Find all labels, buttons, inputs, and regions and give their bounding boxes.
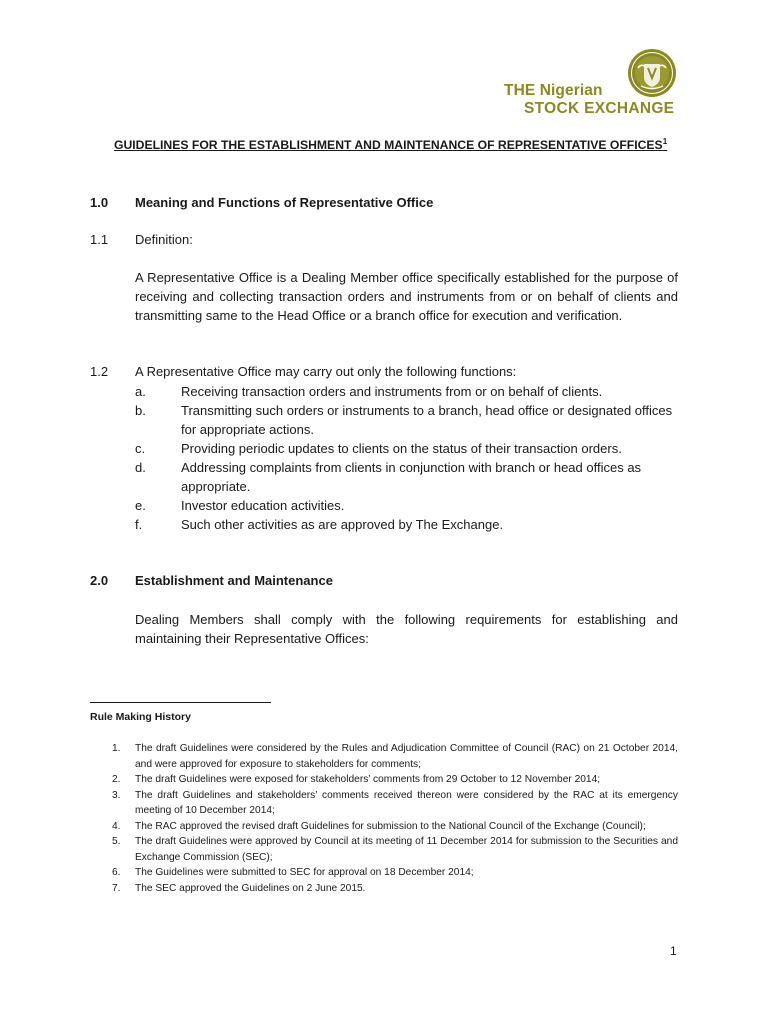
definition-paragraph: A Representative Office is a Dealing Member office specifically established for the purpose of receiving and collecting transaction orders and instruments from or on behalf of clients and transmitting same to the Head Office or a branch office for execution and verification. — [135, 270, 678, 323]
footnote-item — [112, 865, 678, 881]
list-item — [135, 515, 680, 534]
section-2-number: 2.0 — [90, 573, 109, 588]
footnote-item — [112, 772, 678, 788]
list-item-letter: f. — [135, 517, 143, 532]
list-item — [135, 382, 680, 401]
footnote-item-number: 7. — [112, 882, 121, 894]
footnote-divider — [90, 702, 271, 703]
section-1-number: 1.0 — [90, 195, 109, 210]
footnote-item — [112, 741, 678, 772]
list-item-letter: b. — [135, 403, 146, 418]
footnote-item-text: The draft Guidelines were considered by the Rules and Adjudication Committee of Council (RAC) on 21 October 2014, and were approved for exposure to stakeholders for comments; — [135, 743, 678, 770]
footnote-item — [112, 819, 678, 835]
footnote-item-text: The draft Guidelines were approved by Council at its meeting of 11 December 2014 for submission to the Securities and Exchange Commission (SEC); — [135, 836, 678, 863]
footnote-item-text: The Guidelines were submitted to SEC for approval on 18 December 2014; — [135, 867, 474, 878]
list-item-text: Providing periodic updates to clients on the status of their transaction orders. — [181, 441, 622, 456]
list-item-letter: e. — [135, 498, 146, 513]
footnote-item-number: 5. — [112, 836, 121, 847]
footnote-item-number: 4. — [112, 820, 121, 832]
list-item-text: Such other activities as are approved by The Exchange. — [181, 517, 504, 532]
footnote-item-text: The draft Guidelines and stakeholders’ comments received thereon were considered by the RAC at its emergency meeting of 10 December 2014; — [135, 789, 678, 816]
list-item-text: Receiving transaction orders and instruments from or on behalf of clients. — [181, 384, 603, 399]
subsection-1-1-label: Definition: — [135, 232, 193, 247]
section-2-heading: Establishment and Maintenance — [135, 573, 333, 588]
functions-list — [135, 382, 680, 534]
list-item-letter: a. — [135, 384, 146, 399]
subsection-1-1-number: 1.1 — [90, 232, 109, 247]
subsection-1-2-number: 1.2 — [90, 364, 109, 379]
document-title — [114, 137, 667, 152]
list-item-letter: c. — [135, 441, 146, 456]
list-item — [135, 439, 680, 458]
subsection-1-2-intro: A Representative Office may carry out only the following functions: — [135, 364, 517, 379]
list-item-text: Investor education activities. — [181, 498, 345, 513]
page-number: 1 — [670, 944, 677, 958]
footnote-item-number: 3. — [112, 789, 121, 801]
section-1-heading: Meaning and Functions of Representative Office — [135, 195, 434, 210]
title-footnote-ref: 1 — [662, 137, 668, 146]
list-item — [135, 401, 680, 439]
footnote-item — [112, 834, 678, 865]
logo-line-1: THE Nigerian — [504, 82, 603, 99]
footnote-list — [112, 741, 678, 896]
nse-crest-seal-icon — [627, 48, 677, 98]
footnote-item-text: The RAC approved the revised draft Guidelines for submission to the National Council of the Exchange (Council); — [135, 820, 646, 832]
footnote-item-number: 1. — [112, 743, 121, 754]
list-item — [135, 458, 680, 496]
list-item — [135, 496, 680, 515]
exchange-logo — [500, 44, 680, 120]
footnote-item — [112, 788, 678, 819]
list-item-text: Addressing complaints from clients in conjunction with branch or head offices as appropriate. — [181, 460, 642, 494]
document-title-text: GUIDELINES FOR THE ESTABLISHMENT AND MAINTENANCE OF REPRESENTATIVE OFFICES — [114, 138, 663, 152]
list-item-text: Transmitting such orders or instruments to a branch, head office or designated offices for appropriate actions. — [181, 403, 673, 437]
logo-line-2: STOCK EXCHANGE — [524, 100, 675, 117]
section-2-paragraph: Dealing Members shall comply with the following requirements for establishing and maintaining their Representative Offices: — [135, 612, 678, 646]
footnote-item-text: The draft Guidelines were exposed for stakeholders’ comments from 29 October to 12 November 2014; — [135, 774, 601, 785]
footnote-item-text: The SEC approved the Guidelines on 2 June 2015. — [135, 882, 366, 894]
footnote-item — [112, 881, 678, 897]
footnote-heading: Rule Making History — [90, 711, 191, 723]
footnote-item-number: 6. — [112, 867, 121, 878]
list-item-letter: d. — [135, 460, 146, 475]
footnote-item-number: 2. — [112, 774, 121, 785]
